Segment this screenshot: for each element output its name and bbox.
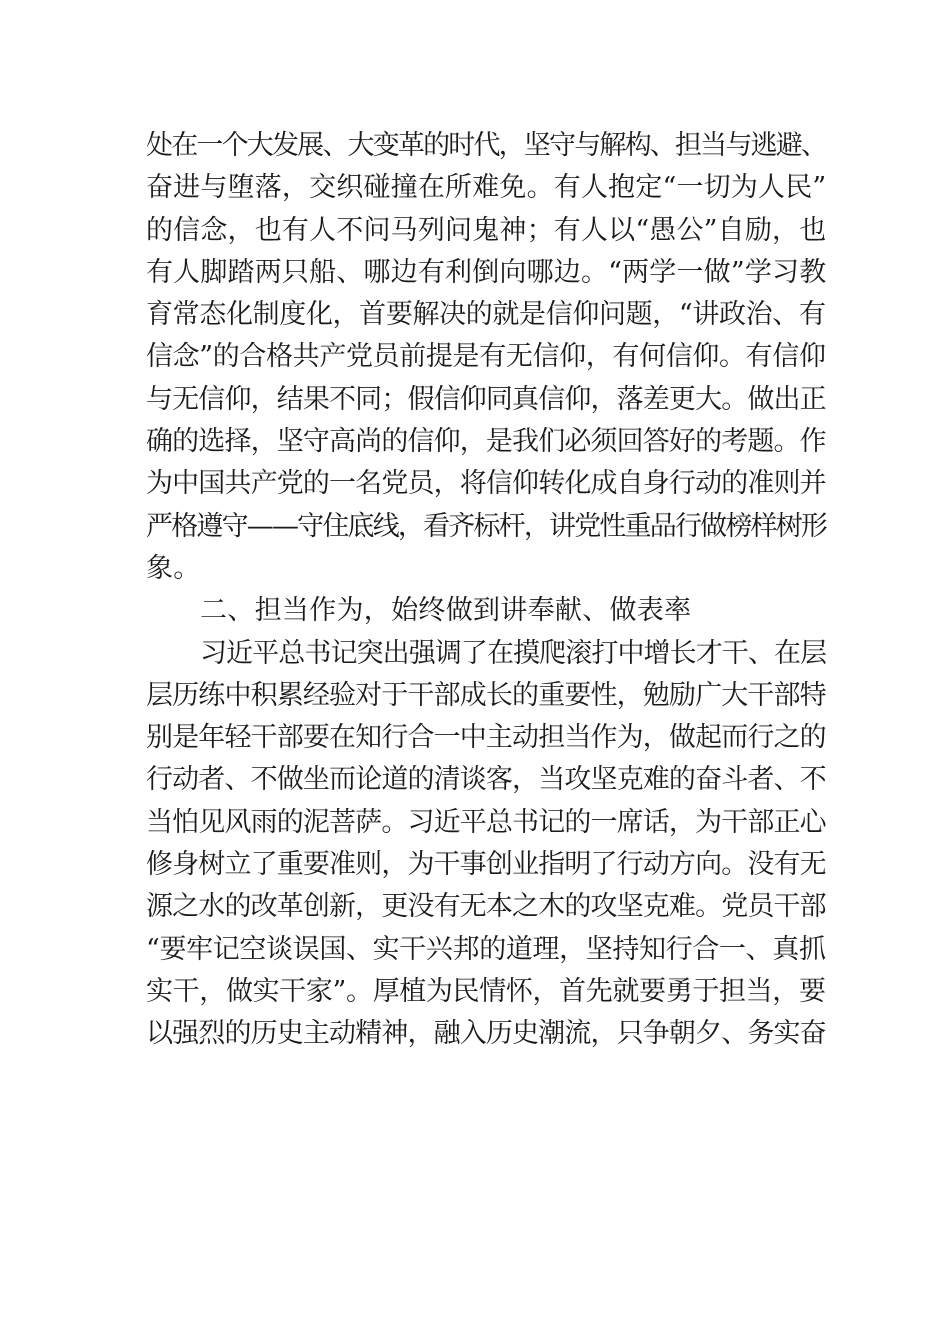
text-line: 的信念，也有人不问马列问鬼神；有人以“愚公”自励，也 [146, 214, 827, 246]
text-line: 习近平总书记突出强调了在摸爬滚打中增长才干、在层 [200, 637, 827, 669]
text-line: 行动者、不做坐而论道的清谈客，当攻坚克难的奋斗者、不 [146, 764, 826, 796]
text-line: 奋进与堕落，交织碰撞在所难免。有人抱定“一切为人民” [146, 172, 827, 204]
text-line: 别是年轻干部要在知行合一中主动担当作为，做起而行之的 [146, 722, 826, 754]
text-line: 源之水的改革创新，更没有无本之木的攻坚克难。党员干部 [146, 891, 826, 923]
text-line: 以强烈的历史主动精神，融入历史潮流，只争朝夕、务实奋 [146, 1018, 826, 1050]
text-line: 层历练中积累经验对于干部成长的重要性，勉励广大干部特 [146, 679, 826, 711]
body-text [146, 125, 826, 1056]
text-line: 确的选择，坚守高尚的信仰，是我们必须回答好的考题。作 [146, 426, 826, 458]
text-line: 有人脚踏两只船、哪边有利倒向哪边。“两学一做”学习教 [146, 256, 827, 288]
text-line: 严格遵守——守住底线，看齐标杆，讲党性重品行做榜样树形 [146, 510, 827, 542]
text-line: 当怕见风雨的泥菩萨。习近平总书记的一席话，为干部正心 [146, 806, 826, 838]
text-line: 与无信仰，结果不同；假信仰同真信仰，落差更大。做出正 [146, 383, 826, 415]
text-line: 修身树立了重要准则，为干事创业指明了行动方向。没有无 [146, 849, 826, 881]
text-line: 育常态化制度化，首要解决的就是信仰问题，“讲政治、有 [146, 299, 826, 331]
text-line: 二、担当作为，始终做到讲奉献、做表率 [200, 595, 692, 627]
text-line: 象。 [146, 552, 201, 584]
text-line: “要牢记空谈误国、实干兴邦的道理，坚持知行合一、真抓 [146, 933, 826, 965]
text-line: 信念”的合格共产党员前提是有无信仰，有何信仰。有信仰 [146, 341, 826, 373]
text-line: 为中国共产党的一名党员，将信仰转化成自身行动的准则并 [146, 468, 826, 500]
text-line: 实干，做实干家”。厚植为民情怀，首先就要勇于担当，要 [146, 975, 826, 1007]
text-line: 处在一个大发展、大变革的时代，坚守与解构、担当与逃避、 [146, 130, 827, 161]
